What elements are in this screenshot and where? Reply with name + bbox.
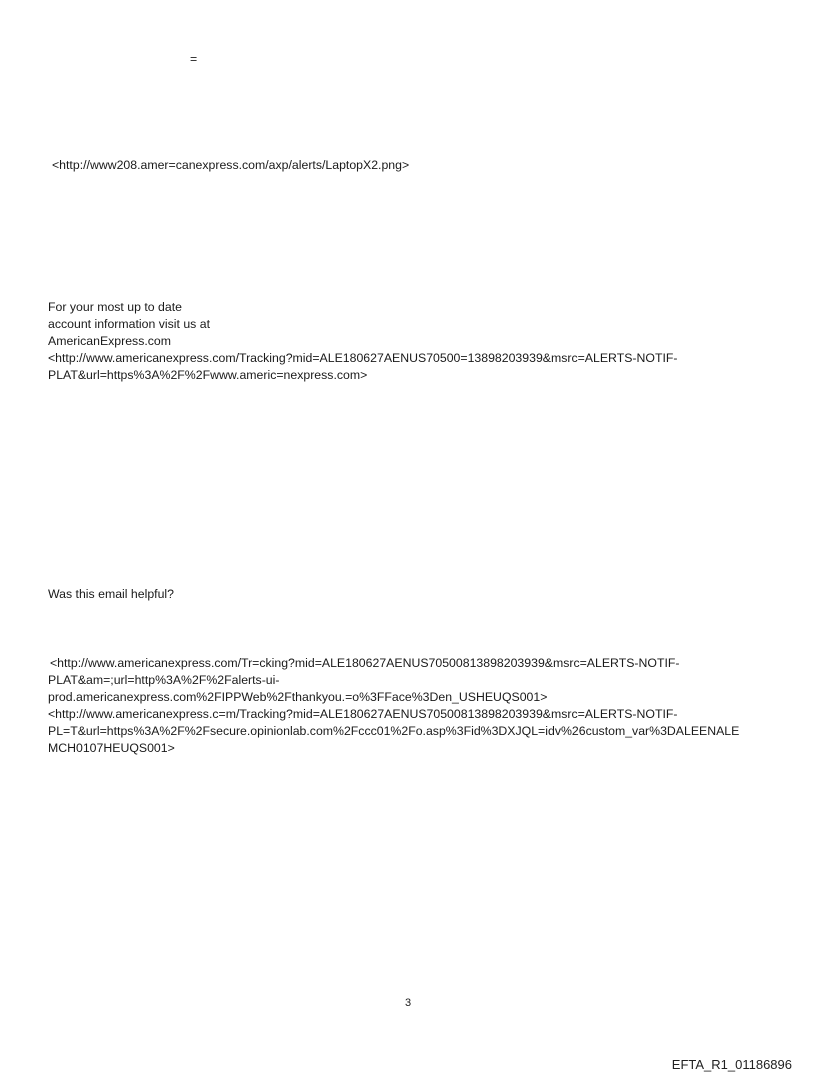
feedback-thankyou-link-cont[interactable]: PLAT&am=;url=http%3A%2F%2Falerts-ui- (48, 673, 280, 687)
feedback-opinionlab-link-cont[interactable]: PL=T&url=https%3A%2F%2Fsecure.opinionlab.com%2Fccc01%2Fo.asp%3Fid%3DXJQL=idv%26custom_var%3DALEENALE (48, 724, 740, 738)
account-info-line: For your most up to date (48, 300, 182, 314)
feedback-thankyou-link[interactable]: <http://www.americanexpress.com/Tr=cking?mid=ALE180627AENUS70500813898203939&msrc=ALERTS-NOTIF- (50, 656, 680, 670)
feedback-question: Was this email helpful? (48, 587, 174, 601)
account-tracking-link[interactable]: <http://www.americanexpress.com/Tracking?mid=ALE180627AENUS70500=13898203939&msrc=ALERTS-NOTIF- (48, 351, 678, 365)
bates-number: EFTA_R1_01186896 (671, 1057, 792, 1072)
account-tracking-link-cont[interactable]: PLAT&url=https%3A%2F%2Fwww.americ=nexpress.com> (48, 368, 368, 382)
equals-mark: = (190, 52, 198, 66)
image-link[interactable]: <http://www208.amer=canexpress.com/axp/alerts/LaptopX2.png> (52, 158, 410, 172)
feedback-opinionlab-link[interactable]: <http://www.americanexpress.c=m/Tracking?mid=ALE180627AENUS70500813898203939&msrc=ALERTS-NOTIF- (48, 707, 678, 721)
feedback-opinionlab-link-cont[interactable]: MCH0107HEUQS001> (48, 741, 175, 755)
feedback-thankyou-link-cont[interactable]: prod.americanexpress.com%2FIPPWeb%2Fthankyou.=o%3FFace%3Den_USHEUQS001> (48, 690, 548, 704)
account-info-line: account information visit us at (48, 317, 210, 331)
account-info-link-text[interactable]: AmericanExpress.com (48, 334, 172, 348)
page-number: 3 (404, 997, 412, 1009)
